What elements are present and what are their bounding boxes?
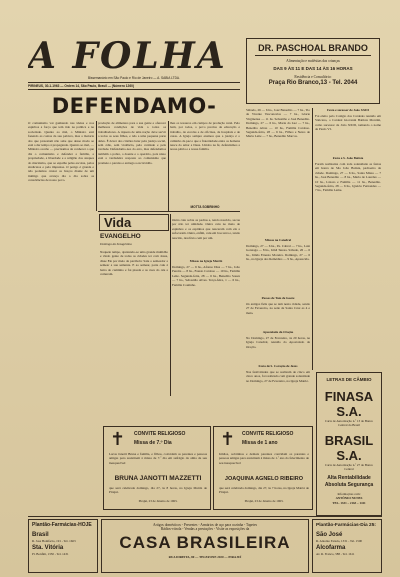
convite1-footer: que será celebrada domingo, dia 27, às 8 horas, na Igreja Matriz de Pirajuí. <box>109 486 207 495</box>
agent-name: ANTÔNIO NUNES <box>335 496 363 501</box>
evangelho-subline: Domingo da Sexagésima <box>100 242 132 246</box>
brasil-name: BRASIL S.A. <box>324 432 374 463</box>
matriz-text: Domingo, 27 — 6 hs., Afonso Dias — 7 hs., João Pereira — 8 hs., Fausto Cardoso — 10 hs., Família Leite. Segunda-feira, 28 — 6 hs., Benedito Souza — 7 hs., Sebastião Alves. Terça-feira, 1 — 6 hs., Família Coutinho. <box>172 265 240 287</box>
agent-phone: TEL. 1331 – 2163 – 1411 <box>332 500 366 505</box>
farmacia-right-title: Plantão-Farmácias-Dia 25: <box>316 523 376 528</box>
convite1-title: CONVITE RELIGIOSO <box>134 431 186 437</box>
cross-icon: ✝ <box>110 431 126 449</box>
info-label: Informações com: <box>337 492 361 497</box>
doctor-address: Praça Rio Branco,13 - Tel. 2044 <box>268 80 358 87</box>
festa-coracao-text: Nas festividades que se realizam de cinco em cinco anos, foi realizada com grande solenidade no Domingo, 27 de Fevereiro, na Igreja Matriz. <box>246 370 310 383</box>
edition-line: PIRINEUS, 30-1-1963 — Ordem 14, São Paulo, Brasil — (Número 1260) <box>28 84 134 88</box>
evangelho-title: EVANGELHO <box>100 233 141 240</box>
editorial-col-2: produção de alimentos para a sua gente e oferecer melhores condições de vida a todos os trabalhadores. A riqueza de uma nação deve servir a todos os seus filhos, e não a uma pequena parte deles. É dever dos cristãos lutar pela justiça social, sem ódio, sem violência, pela caridade e pela verdade. Defendamo-nos do erro, mas defendamos também o pobre, o doente e o operário, pois nisso está a verdadeira resposta ao comunismo que promete o paraíso e entrega a escravidão. <box>98 121 166 165</box>
convite2-title: CONVITE RELIGIOSO <box>242 431 294 437</box>
convite1-name: BRUNA JANOTTI MAZZETTI <box>114 475 202 482</box>
headline: DEFENDAMO- <box>51 94 217 118</box>
farmacia-right-1-addr: R. Antonio Estado, 1331 - Tel. 1500 <box>316 539 363 543</box>
convite2-date: Pirajuí, 23 de Janeiro de 1963. <box>244 499 284 503</box>
mass-col-1b: Domingo, 27 — 6 hs., Pe. Cabral — 7 hs., Luiz Gonzaga — 8 hs., Irmã Teresa. Sábado, 26 — 6 hs., Irmão Ernesto Moreira. Domingo, 27 — 6 hs., na Igreja dos Remédios — 9 hs., Aparecida. <box>246 244 310 262</box>
vida-catolica-title: Vida <box>104 215 132 230</box>
editorial-col-1: O comunismo vai ganhando nas ideias e nos espíritos a força que tem tido na política e na sociedade. Quanto ao mal, o Ministro está fazendo as contas da sua palavra, mas a maioria dos que protestam não sabe que desse modo se está a dar tempo à propaganda. Quanto ao mal, — Ministro ou não — precisamos de conhecer o que diz o comunismo e defender a família, a propriedade, a liberdade e a religião dos ataques do marxismo, que se espalha pelas escolas, pelos sindicatos e pela imprensa. O perigo é grande e não podemos cruzar os braços diante de um inimigo que avança dia a dia sobre as consciências de nosso povo. <box>28 121 94 183</box>
editorial-col-3: lhes os tesouros em campos de produção rural. Pelo bem, por todos, o povo precisa de educação e trabalho, de escolas e de oficinas, de hospitais e de casas. A Igreja sempre ensinou que a justiça é o caminho da paz e que a fraternidade entre os homens nasce do amor a Deus. Unidos na fé, defendamos a nossa pátria e a nossa família. <box>170 121 240 152</box>
doctor-name: DR. PASCHOAL BRANDO <box>258 43 368 53</box>
absoluta-seguranca: Absoluta Segurança <box>324 482 374 489</box>
editorial-signature: MOTTA SOBRINHO <box>190 205 220 209</box>
farmacia-left-1: Brasil <box>32 532 49 538</box>
finasa-sub: Carta de Autorização n.º 13 do Banco Central do Brasil <box>325 419 373 428</box>
doctor-hours: DAS 9 ÀS 11 E DAS 14 ÀS 16 HORAS <box>273 66 353 72</box>
convite2-text: Irmãos, sobrinhos e demais parentes convidam os parentes e pessoas amigas para assistirem à missa de 1.º ano do falecimento de seu inesquecível <box>219 452 309 465</box>
joao-xxiii-text: Foi eleito pelo Colégio dos Cardeais reunido em Vaticano, o Cardeal Giovanni Battista Montini, como sucessor de João XXIII, tomando o nome de Paulo VI. <box>315 114 381 132</box>
convite2-footer: que será celebrada domingo, dia 27, às 7 horas, na Igreja Matriz de Pirajuí. <box>219 486 309 495</box>
letras-title: LETRAS DE CÂMBIO <box>326 377 372 382</box>
festa-coracao-title: Festa de S. Coração de Jesus <box>258 364 298 368</box>
mass-col-1: Sábado, 26 — 6 hs., José Benedito — 7 hs., Tio de Vicente Vasconcelos — 7 hs., Glorie Virginense — 11 hs. Sebastião e José Benedito. Domingo, 27 — 6 hs., Maria da Luz — 7 hs., Benedito Alves — 10 hs., Família Cardoso. Segunda-feira, 28 — 6 hs., Filhos e Netos de Maria Leite — 7 hs., Benedito Marcos. <box>246 108 310 139</box>
farmacia-left-1-addr: R. Jose Bonifacio, 191 - Tel. 1663 <box>32 539 76 543</box>
joao-xxiii-title: Festa e sucessor de João XXIII <box>327 108 369 112</box>
farmacia-right-2: Alcofarma <box>316 545 346 552</box>
doctor-residence: Residência e Consultório: <box>294 75 332 80</box>
masthead-title: A FOLHA <box>28 37 227 75</box>
convite1-text: Lucas Janotti Bruna e família, e filhos, convidam os parentes e pessoas amigas para assistirem à missa de 7.º dia em sufrágio da alma de seu inesquecível <box>109 452 207 465</box>
casa-address: RUA DIREITA, 80 — TELEFONE 2100 — PIRAJUÍ <box>168 555 242 560</box>
convite2-mass: Missa de 1 ano <box>242 440 278 446</box>
passos-text: Os antigos fiéis que se tem nesta cidade, sendo 27 de Fevereiro, na sede de Santa Cruz as 4 e meia. <box>246 302 310 315</box>
convite1-mass: Missa de 7.º Dia <box>134 440 172 446</box>
cross-icon: ✝ <box>220 431 236 449</box>
farmacia-left-2: Sta. Vitória <box>32 545 64 552</box>
casa-line-2: Rádios-vitrola - Vendas a prestações - Visite as exposições da <box>160 527 250 532</box>
apostolado-text: No Domingo, 27 de Fevereiro, às 20 horas, na Igreja Catedral, reunião do Apostolado da Oração. <box>246 336 310 349</box>
sao-joao-text: Foram realizadas com toda solenidade as festas em honra de São João Batista, padroeiro da cidade. Domingo, 27 — 6 hs., Santa Missa — 7 hs., José Benedito — 8 hs., Maria de Lourdes — 10 hs., Lázaro e Família — 11 hs., Benedito. Segunda-feira, 28 — 6 hs., Ignácio Fernandes — 7 hs., Família Leme. <box>315 162 381 193</box>
catedral-title: Missas na Catedral <box>264 238 292 242</box>
sao-joao-title: Festa a S. João Batista <box>332 156 364 160</box>
masthead-subtitle: Bissemanário em São Paulo e Rio de Janeiro — A. SABIA LTDA. <box>88 76 180 80</box>
casa-brasileira-name: CASA BRASILEIRA <box>119 533 291 553</box>
evangelho-text: Naquele tempo, ajuntando-se uma grande multidão e vindo gente de todas as cidades ter com Jesus, disse Ele por meio de parábola: Saiu o semeador a semear a sua semente. E ao semear, parte caiu à beira do caminho e foi pisada e as aves do céu a comeram. <box>100 250 168 277</box>
farmacia-right-2-addr: Av. R. Franco, 588 - Tel. 1611 <box>316 552 355 557</box>
convite1-date: Pirajuí, 23 de Janeiro de 1963. <box>138 499 178 503</box>
alta-rentabilidade: Alta Rentabilidade <box>327 475 371 482</box>
passos-title: Passos de Tom de Goeze <box>261 296 295 300</box>
farmacia-right-1: São José <box>316 532 343 538</box>
convite2-name: JOAQUINA AGNELO RIBEIRO <box>224 476 304 482</box>
doctor-specialty: Alimentação e moléstias das crianças <box>286 59 340 63</box>
matriz-title: Missas na Igreja Matriz <box>189 259 223 263</box>
apostolado-title: Apostolado da Oração <box>262 330 294 334</box>
brasil-sub: Carta de Autorização n.º 27 do Banco Central <box>325 462 373 471</box>
finasa-name: FINASA S.A. <box>324 389 374 419</box>
evangelho-text-2: Outra caiu sobre as pedras e, tendo nascido, secou por não ter umidade. Outra caiu no meio de espinhos e os espinhos que nasceram com ela a sufocaram. Outra, enfim, caiu em boa terra e, tendo nascido, deu fruto cem por um. <box>172 218 240 240</box>
farmacia-left-2-addr: Pl. Bonfim, 1350 - Tel. 1431 <box>32 552 69 557</box>
casa-line-1: Artigos domésticos - Presentes - Armários de aço para cozinha - Tapetes <box>153 523 257 527</box>
farmacia-left-title: Plantão-Farmácias-HOJE <box>32 522 92 528</box>
